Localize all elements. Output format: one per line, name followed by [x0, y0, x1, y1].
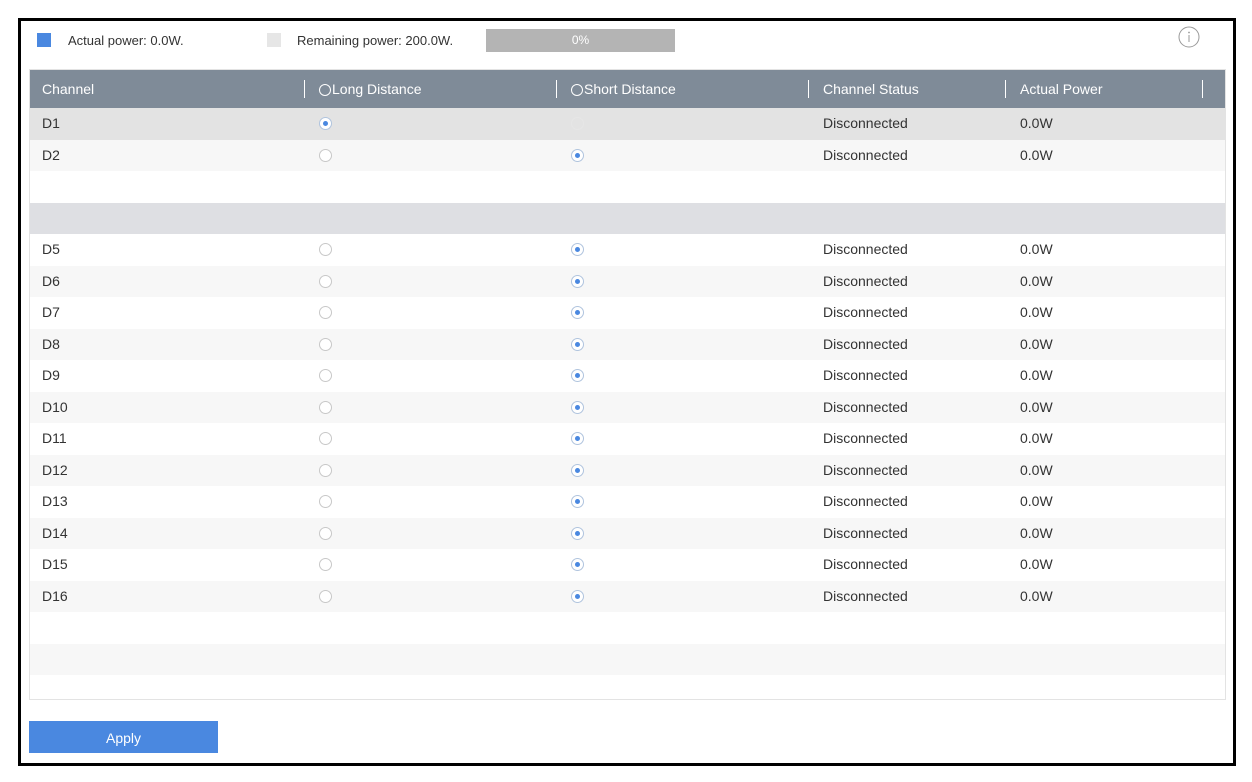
column-divider [304, 80, 305, 98]
column-header-short-distance[interactable] [571, 70, 676, 108]
channel-name: D16 [42, 587, 68, 604]
actual-power-value: 0.0W [1020, 556, 1053, 572]
info-icon[interactable] [1178, 26, 1200, 48]
actual-power-value: 0.0W [1020, 115, 1053, 131]
short-distance-radio[interactable] [571, 369, 584, 382]
short-distance-radio[interactable] [571, 338, 584, 351]
actual-power-value: 0.0W [1020, 272, 1053, 289]
actual-power-value: 0.0W [1020, 524, 1053, 541]
long-distance-radio[interactable] [319, 432, 332, 445]
channel-name: D8 [42, 335, 60, 352]
long-distance-radio[interactable] [319, 149, 332, 162]
short-distance-radio[interactable] [571, 495, 584, 508]
empty-table-row [30, 644, 1225, 676]
table-row[interactable] [30, 581, 1225, 613]
actual-power-value: 0.0W [1020, 398, 1053, 415]
power-usage-percent: 0% [571, 33, 590, 47]
remaining-power-legend-swatch [267, 33, 281, 47]
long-distance-radio[interactable] [319, 117, 332, 130]
channel-status: Disconnected [823, 241, 908, 257]
short-distance-radio[interactable] [571, 149, 584, 162]
long-distance-select-all-radio[interactable] [319, 84, 331, 96]
table-row[interactable] [30, 108, 1225, 140]
power-usage-bar [486, 29, 675, 52]
actual-power-label: Actual power: 0.0W. [68, 33, 184, 48]
channel-name: D1 [42, 115, 60, 131]
channel-name: D10 [42, 398, 68, 415]
long-distance-radio[interactable] [319, 590, 332, 603]
short-distance-select-all-radio[interactable] [571, 84, 583, 96]
channel-status: Disconnected [823, 367, 908, 383]
table-row[interactable] [30, 234, 1225, 266]
channel-status: Disconnected [823, 304, 908, 320]
channel-name: D11 [42, 430, 67, 446]
long-distance-radio[interactable] [319, 243, 332, 256]
actual-power-value: 0.0W [1020, 367, 1053, 383]
column-header-long-distance[interactable] [319, 70, 422, 108]
column-divider [1202, 80, 1203, 98]
empty-table-row [30, 612, 1225, 644]
channel-name: D2 [42, 146, 60, 163]
actual-power-value: 0.0W [1020, 587, 1053, 604]
long-distance-radio[interactable] [319, 275, 332, 288]
channel-name: D7 [42, 304, 60, 320]
empty-table-row [30, 171, 1225, 203]
column-header-long-distance-label: Long Distance [332, 81, 422, 97]
short-distance-radio[interactable] [571, 558, 584, 571]
actual-power-value: 0.0W [1020, 146, 1053, 163]
column-divider [1005, 80, 1006, 98]
actual-power-value: 0.0W [1020, 241, 1053, 257]
long-distance-radio[interactable] [319, 558, 332, 571]
apply-button[interactable]: Apply [29, 721, 218, 753]
table-row[interactable] [30, 297, 1225, 329]
short-distance-radio[interactable] [571, 306, 584, 319]
channel-name: D5 [42, 241, 60, 257]
long-distance-radio[interactable] [319, 306, 332, 319]
empty-table-row [30, 675, 1225, 700]
table-body [30, 108, 1225, 700]
column-header-short-distance-label: Short Distance [584, 81, 676, 97]
short-distance-radio[interactable] [571, 243, 584, 256]
actual-power-value: 0.0W [1020, 335, 1053, 352]
long-distance-radio[interactable] [319, 338, 332, 351]
short-distance-radio[interactable] [571, 401, 584, 414]
column-divider [808, 80, 809, 98]
table-row[interactable] [30, 486, 1225, 518]
channel-name: D14 [42, 524, 68, 541]
column-header-actual-power[interactable]: Actual Power [1020, 81, 1103, 97]
long-distance-radio[interactable] [319, 369, 332, 382]
channel-status: Disconnected [823, 272, 908, 289]
long-distance-radio[interactable] [319, 495, 332, 508]
short-distance-radio[interactable] [571, 464, 584, 477]
channel-name: D15 [42, 556, 68, 572]
channel-status: Disconnected [823, 398, 908, 415]
channel-status: Disconnected [823, 430, 908, 446]
channel-status: Disconnected [823, 461, 908, 478]
column-header-channel[interactable]: Channel [42, 81, 95, 97]
power-summary-bar [37, 28, 1217, 54]
table-row[interactable] [30, 518, 1225, 550]
long-distance-radio[interactable] [319, 527, 332, 540]
short-distance-radio[interactable] [571, 117, 584, 130]
actual-power-value: 0.0W [1020, 493, 1053, 509]
channel-status: Disconnected [823, 146, 908, 163]
actual-power-legend-swatch [37, 33, 51, 47]
remaining-power-label: Remaining power: 200.0W. [297, 33, 454, 48]
channel-status: Disconnected [823, 524, 908, 541]
channel-name: D6 [42, 272, 60, 289]
table-row[interactable] [30, 455, 1225, 487]
table-row[interactable] [30, 423, 1225, 455]
poe-channel-table [29, 69, 1226, 700]
empty-table-row [30, 203, 1225, 235]
long-distance-radio[interactable] [319, 464, 332, 477]
channel-name: D9 [42, 367, 60, 383]
channel-status: Disconnected [823, 115, 908, 131]
long-distance-radio[interactable] [319, 401, 332, 414]
table-row[interactable] [30, 360, 1225, 392]
actual-power-value: 0.0W [1020, 430, 1053, 446]
short-distance-radio[interactable] [571, 527, 584, 540]
channel-name: D12 [42, 461, 68, 478]
channel-name: D13 [42, 493, 68, 509]
actual-power-value: 0.0W [1020, 461, 1053, 478]
short-distance-radio[interactable] [571, 275, 584, 288]
table-row[interactable] [30, 266, 1225, 298]
table-row[interactable] [30, 392, 1225, 424]
table-row[interactable] [30, 549, 1225, 581]
channel-status: Disconnected [823, 335, 908, 352]
actual-power-value: 0.0W [1020, 304, 1053, 320]
table-row[interactable] [30, 329, 1225, 361]
column-divider [556, 80, 557, 98]
short-distance-radio[interactable] [571, 432, 584, 445]
channel-status: Disconnected [823, 493, 908, 509]
table-header [30, 70, 1225, 108]
channel-status: Disconnected [823, 587, 908, 604]
column-header-channel-status[interactable]: Channel Status [823, 81, 919, 97]
table-row[interactable] [30, 140, 1225, 172]
channel-status: Disconnected [823, 556, 908, 572]
short-distance-radio[interactable] [571, 590, 584, 603]
